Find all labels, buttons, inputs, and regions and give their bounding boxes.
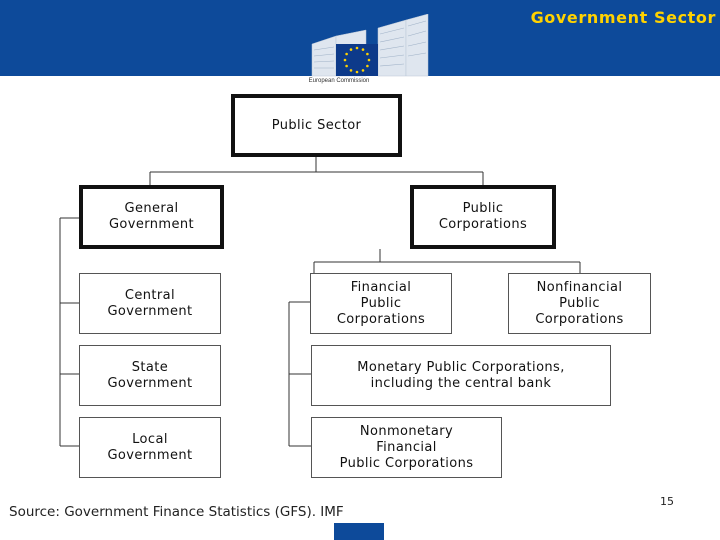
financial-public-corporations-box: [310, 273, 452, 334]
nonmonetary-financial-public-corporations-box: [311, 417, 502, 478]
state-government-label: State Government: [107, 359, 193, 391]
public-sector-box: [231, 94, 402, 157]
financial-public-corporations-label: Financial Public Corporations: [336, 279, 426, 327]
state-government-box: [79, 345, 221, 406]
public-corporations-box: [410, 185, 556, 249]
nonfinancial-public-corporations-label: Nonfinancial Public Corporations: [535, 279, 624, 327]
source-note: Source: Government Finance Statistics (GFS). IMF: [9, 504, 344, 520]
central-government-label: Central Government: [107, 287, 193, 319]
local-government-label: Local Government: [107, 431, 193, 463]
general-government-label: General Government: [108, 201, 195, 232]
nonmonetary-financial-public-corporations-label: Nonmonetary Financial Public Corporations: [339, 423, 474, 471]
public-sector-label: Public Sector: [271, 117, 362, 133]
nonfinancial-public-corporations-box: [508, 273, 651, 334]
page-number: 15: [660, 495, 674, 508]
central-government-box: [79, 273, 221, 334]
public-corporations-label: Public Corporations: [438, 201, 528, 232]
monetary-public-corporations-label: Monetary Public Corporations, including the central bank: [357, 359, 565, 391]
local-government-box: [79, 417, 221, 478]
footer-flag: [334, 523, 384, 540]
logo-caption: European Commission: [308, 78, 370, 84]
general-government-box: [79, 185, 224, 249]
slide-title: Government Sector: [530, 8, 716, 27]
monetary-public-corporations-box: [311, 345, 611, 406]
